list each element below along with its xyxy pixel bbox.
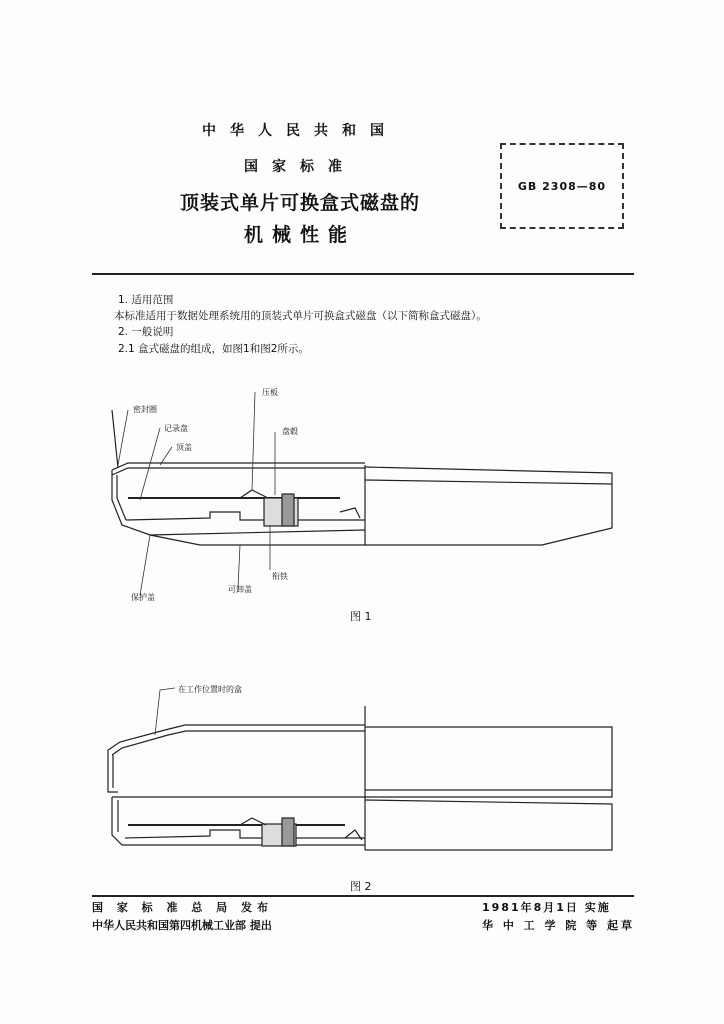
national-standard-heading: 国家标准 <box>244 159 356 175</box>
footer-divider <box>92 895 634 897</box>
label-top-cover: 顶盖 <box>176 443 192 452</box>
label-recording-disk: 记录盘 <box>164 424 188 433</box>
label-pressure-plate: 压板 <box>262 388 278 397</box>
footer-drafter: 华 中 工 学 院 等 起草 <box>482 919 635 932</box>
section-2-heading: 2. 一般说明 <box>118 326 174 338</box>
document-title-line1: 顶装式单片可换盒式磁盘的 <box>179 192 420 214</box>
figure-1-caption: 图 1 <box>350 610 372 623</box>
footer-effective-date: 1981年8月1日 实施 <box>482 901 611 914</box>
label-protective-cover: 保护盖 <box>131 593 155 602</box>
label-disk-in-position: 在工作位置时的盒 <box>178 685 242 694</box>
label-armature: 衔铁 <box>272 572 288 581</box>
standard-code: GB 2308—80 <box>517 179 607 193</box>
label-seal-ring: 密封圈 <box>133 405 157 414</box>
figure-2-caption: 图 2 <box>350 880 372 893</box>
country-heading: 中华人民共和国 <box>202 123 398 139</box>
label-hub: 盘毂 <box>282 427 298 436</box>
section-2-1-text: 2.1 盒式磁盘的组成，如图1和图2所示。 <box>118 343 309 355</box>
footer-proposer: 中华人民共和国第四机械工业部 提出 <box>92 919 272 932</box>
document-title-line2: 机械性能 <box>243 224 356 246</box>
label-removable-cover: 可卸盖 <box>228 585 252 594</box>
section-1-text: 本标准适用于数据处理系统用的顶装式单片可换盒式磁盘（以下简称盒式磁盘）。 <box>114 310 487 322</box>
footer-issuer: 国 家 标 准 总 局 发布 <box>92 901 273 914</box>
section-1-heading: 1. 适用范围 <box>118 294 174 306</box>
